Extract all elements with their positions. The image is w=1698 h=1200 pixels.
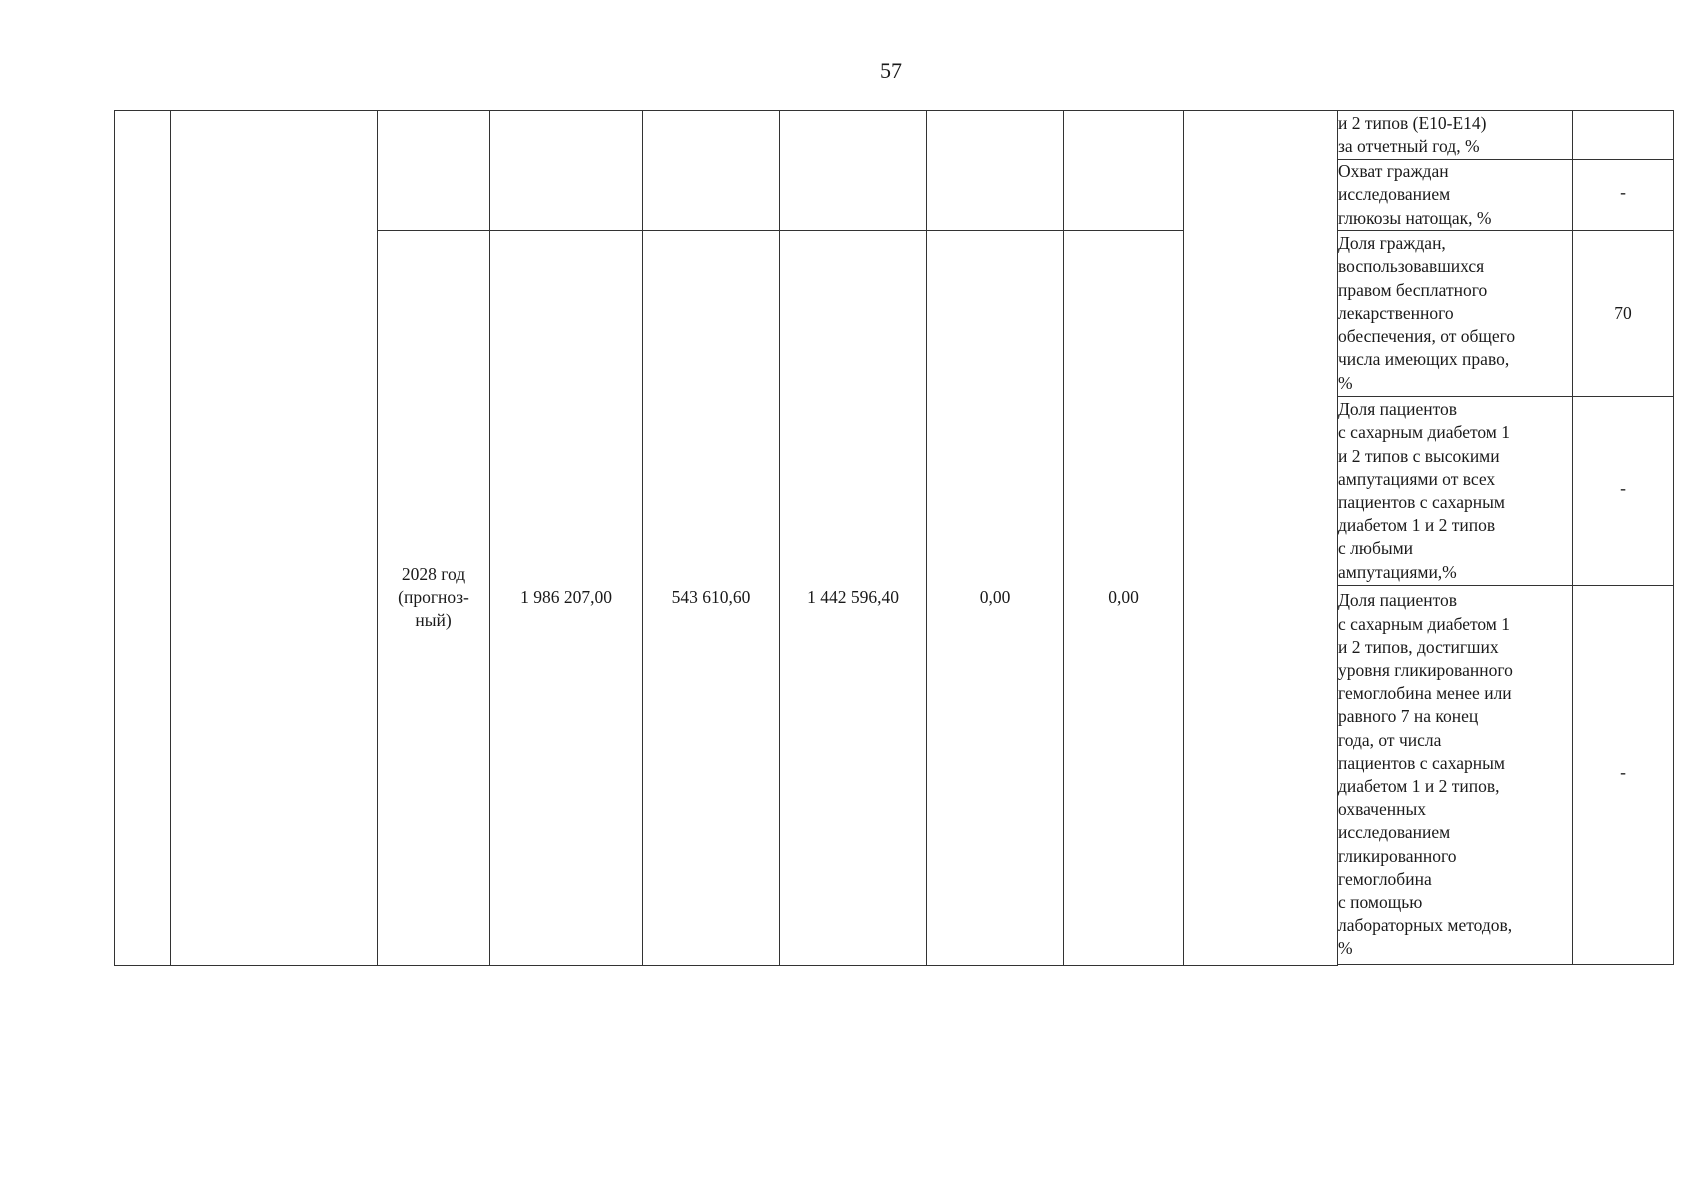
indicator-name: Доля пациентов с сахарным диабетом 1 и 2 типов с высокими ампутациями от всех пациентов с сахарным диабетом 1 и 2 типов с любыми ампутациями,% xyxy=(1338,397,1573,586)
year-cell: 2028 год (прогноз- ный) xyxy=(378,231,490,966)
indicator-value: - xyxy=(1573,586,1674,965)
amount-col3: 1 442 596,40 xyxy=(780,231,927,966)
number-cell xyxy=(115,111,171,966)
indicator-value xyxy=(1573,111,1674,160)
indicator-name: Доля пациентов с сахарным диабетом 1 и 2 типов, достигших уровня гликированного гемоглобина менее или равного 7 на конец года, от числа пациентов с сахарным диабетом 1 и 2 типов, охваченных исследованием гликированного гемоглобина с помощью лабораторных методов, % xyxy=(1338,586,1573,965)
amount-col2: 543 610,60 xyxy=(643,231,780,966)
year-cell-prev xyxy=(378,111,490,231)
amount-cell-prev xyxy=(780,111,927,231)
filler-cell xyxy=(1338,965,1674,966)
executor-cell xyxy=(1184,111,1338,966)
indicator-name: и 2 типов (Е10-Е14) за отчетный год, % xyxy=(1338,111,1573,160)
amount-cell-prev xyxy=(927,111,1064,231)
page-number: 57 xyxy=(880,58,902,83)
indicator-value: - xyxy=(1573,397,1674,586)
amount-col4: 0,00 xyxy=(927,231,1064,966)
amount-cell-prev xyxy=(1064,111,1184,231)
amount-cell-prev xyxy=(490,111,643,231)
indicator-name: Охват граждан исследованием глюкозы натощак, % xyxy=(1338,160,1573,231)
table-row xyxy=(115,111,1674,160)
amount-cell-prev xyxy=(643,111,780,231)
indicator-name: Доля граждан, воспользовавшихся правом бесплатного лекарственного обеспечения, от общего числа имеющих право, % xyxy=(1338,231,1573,397)
name-cell xyxy=(171,111,378,966)
amount-total: 1 986 207,00 xyxy=(490,231,643,966)
indicator-value: - xyxy=(1573,160,1674,231)
indicator-value: 70 xyxy=(1573,231,1674,397)
program-table xyxy=(114,110,1674,966)
amount-col5: 0,00 xyxy=(1064,231,1184,966)
